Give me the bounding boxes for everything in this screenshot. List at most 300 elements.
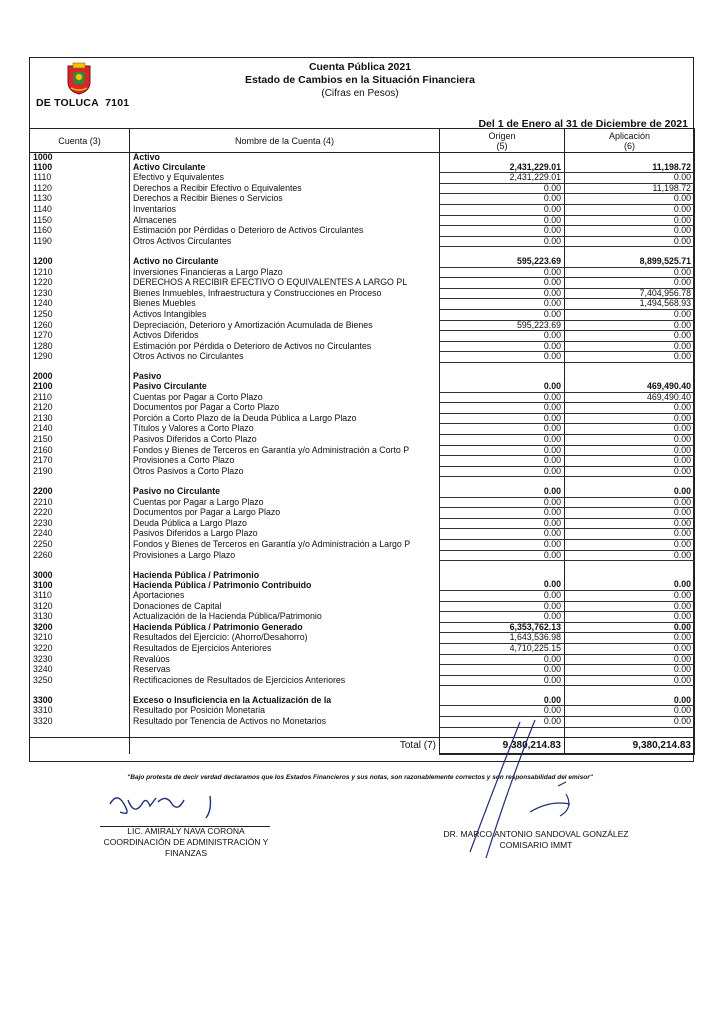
origin-value: 0.00 bbox=[440, 665, 565, 676]
account-name: Otros Activos Circulantes bbox=[130, 236, 440, 247]
report-title: Cuenta Pública 2021 bbox=[308, 61, 412, 73]
account-name: Estimación por Pérdidas o Deterioro de Activos Circulantes bbox=[130, 226, 440, 237]
account-code bbox=[30, 362, 130, 372]
table-row bbox=[30, 580, 695, 590]
account-code bbox=[30, 477, 130, 487]
table-row bbox=[30, 320, 695, 331]
table-row bbox=[30, 686, 695, 696]
origin-value: 0.00 bbox=[440, 550, 565, 561]
account-code: 2130 bbox=[30, 413, 130, 424]
application-value: 0.00 bbox=[565, 456, 695, 467]
application-value: 8,899,525.71 bbox=[565, 257, 695, 267]
account-name bbox=[130, 247, 440, 257]
account-code: 1150 bbox=[30, 215, 130, 226]
account-code: 1290 bbox=[30, 352, 130, 363]
account-code: 3120 bbox=[30, 601, 130, 612]
account-name: Bienes Inmuebles, Infraestructura y Construcciones en Proceso bbox=[130, 288, 440, 299]
table-row bbox=[30, 477, 695, 487]
account-code bbox=[30, 727, 130, 738]
account-name: Porción a Corto Plazo de la Deuda Pública a Largo Plazo bbox=[130, 413, 440, 424]
account-code: 2120 bbox=[30, 403, 130, 414]
application-value: 0.00 bbox=[565, 331, 695, 342]
application-value: 0.00 bbox=[565, 633, 695, 644]
origin-value: 0.00 bbox=[440, 580, 565, 590]
origin-value: 6,353,762.13 bbox=[440, 622, 565, 633]
table-row bbox=[30, 466, 695, 477]
origin-value bbox=[440, 727, 565, 738]
account-name: Resultados del Ejercicio: (Ahorro/Desahorro) bbox=[130, 633, 440, 644]
origin-value bbox=[440, 571, 565, 581]
table-row bbox=[30, 257, 695, 267]
account-code: 2260 bbox=[30, 550, 130, 561]
application-value: 0.00 bbox=[565, 706, 695, 717]
account-name: Actualización de la Hacienda Pública/Patrimonio bbox=[130, 612, 440, 623]
table-row bbox=[30, 727, 695, 738]
origin-value: 1,643,536.98 bbox=[440, 633, 565, 644]
account-code: 3100 bbox=[30, 580, 130, 590]
entity-name: DE TOLUCA bbox=[36, 97, 99, 109]
account-name: Efectivo y Equivalentes bbox=[130, 173, 440, 184]
origin-value: 0.00 bbox=[440, 539, 565, 550]
origin-value: 595,223.69 bbox=[440, 320, 565, 331]
account-code: 3310 bbox=[30, 706, 130, 717]
application-value: 0.00 bbox=[565, 215, 695, 226]
account-code: 3130 bbox=[30, 612, 130, 623]
application-value: 0.00 bbox=[565, 267, 695, 278]
table-row bbox=[30, 194, 695, 205]
account-code bbox=[30, 561, 130, 571]
account-name: Fondos y Bienes de Terceros en Garantía y/o Administración a Corto P bbox=[130, 445, 440, 456]
origin-value: 4,710,225.15 bbox=[440, 643, 565, 654]
account-code: 2230 bbox=[30, 518, 130, 529]
account-name: DERECHOS A RECIBIR EFECTIVO O EQUIVALENTES A LARGO PL bbox=[130, 278, 440, 289]
account-name: Estimación por Pérdida o Deterioro de Activos no Circulantes bbox=[130, 341, 440, 352]
account-code: 2210 bbox=[30, 497, 130, 508]
origin-value: 2,431,229.01 bbox=[440, 173, 565, 184]
account-name: Revalúos bbox=[130, 654, 440, 665]
origin-value: 0.00 bbox=[440, 392, 565, 403]
table-row bbox=[30, 665, 695, 676]
origin-value: 0.00 bbox=[440, 215, 565, 226]
account-name: Derechos a Recibir Bienes o Servicios bbox=[130, 194, 440, 205]
total-row bbox=[30, 738, 695, 755]
account-name: Activos Intangibles bbox=[130, 309, 440, 320]
origin-value bbox=[440, 372, 565, 382]
application-value: 0.00 bbox=[565, 204, 695, 215]
application-value: 0.00 bbox=[565, 341, 695, 352]
account-code: 2100 bbox=[30, 382, 130, 392]
table-row bbox=[30, 508, 695, 519]
account-code: 1200 bbox=[30, 257, 130, 267]
account-name: Activo Circulante bbox=[130, 163, 440, 173]
account-code: 1220 bbox=[30, 278, 130, 289]
account-code: 3200 bbox=[30, 622, 130, 633]
total-application: 9,380,214.83 bbox=[565, 738, 695, 755]
table-row bbox=[30, 173, 695, 184]
col-header-application bbox=[565, 129, 695, 153]
application-value: 0.00 bbox=[565, 539, 695, 550]
origin-value: 0.00 bbox=[440, 204, 565, 215]
account-name: Provisiones a Largo Plazo bbox=[130, 550, 440, 561]
account-code: 3250 bbox=[30, 675, 130, 686]
application-value: 0.00 bbox=[565, 236, 695, 247]
account-name: Documentos por Pagar a Largo Plazo bbox=[130, 508, 440, 519]
origin-value: 0.00 bbox=[440, 424, 565, 435]
account-name: Otros Activos no Circulantes bbox=[130, 352, 440, 363]
account-code: 1100 bbox=[30, 163, 130, 173]
account-name: Cuentas por Pagar a Corto Plazo bbox=[130, 392, 440, 403]
table-row bbox=[30, 341, 695, 352]
account-name: Pasivos Diferidos a Corto Plazo bbox=[130, 435, 440, 446]
account-code: 1240 bbox=[30, 299, 130, 310]
col-header-origin bbox=[440, 129, 565, 153]
table-row bbox=[30, 183, 695, 194]
application-value: 0.00 bbox=[565, 320, 695, 331]
account-name: Resultados de Ejercicios Anteriores bbox=[130, 643, 440, 654]
origin-value: 0.00 bbox=[440, 309, 565, 320]
account-name: Donaciones de Capital bbox=[130, 601, 440, 612]
account-name bbox=[130, 561, 440, 571]
col-header-application-num: (6) bbox=[624, 140, 635, 151]
account-code: 2250 bbox=[30, 539, 130, 550]
account-name bbox=[130, 362, 440, 372]
origin-value: 595,223.69 bbox=[440, 257, 565, 267]
col-header-origin-num: (5) bbox=[496, 140, 508, 151]
application-value: 0.00 bbox=[565, 226, 695, 237]
application-value: 0.00 bbox=[565, 309, 695, 320]
application-value: 0.00 bbox=[565, 487, 695, 497]
account-name: Activo no Circulante bbox=[130, 257, 440, 267]
account-code: 3240 bbox=[30, 665, 130, 676]
account-code: 1250 bbox=[30, 309, 130, 320]
account-name bbox=[130, 686, 440, 696]
account-name: Pasivos Diferidos a Largo Plazo bbox=[130, 529, 440, 540]
table-row bbox=[30, 153, 695, 163]
origin-value bbox=[440, 362, 565, 372]
signer-left-block bbox=[86, 826, 286, 859]
table-row bbox=[30, 403, 695, 414]
origin-value: 0.00 bbox=[440, 288, 565, 299]
origin-value: 0.00 bbox=[440, 601, 565, 612]
account-code: 1110 bbox=[30, 173, 130, 184]
table-row bbox=[30, 518, 695, 529]
table-row bbox=[30, 696, 695, 706]
account-name: Resultado por Tenencia de Activos no Monetarios bbox=[130, 717, 440, 728]
table-row bbox=[30, 236, 695, 247]
account-code: 2140 bbox=[30, 424, 130, 435]
signer-right-role: COMISARIO IMMT bbox=[499, 840, 573, 850]
table-row bbox=[30, 413, 695, 424]
application-value bbox=[565, 153, 695, 163]
account-code: 2220 bbox=[30, 508, 130, 519]
origin-value: 0.00 bbox=[440, 278, 565, 289]
table-row bbox=[30, 204, 695, 215]
col-header-name: Nombre de la Cuenta (4) bbox=[130, 129, 440, 153]
table-row bbox=[30, 226, 695, 237]
table-row bbox=[30, 601, 695, 612]
account-name: Aportaciones bbox=[130, 590, 440, 601]
account-name: Pasivo Circulante bbox=[130, 382, 440, 392]
table-row bbox=[30, 352, 695, 363]
application-value: 0.00 bbox=[565, 424, 695, 435]
origin-value: 0.00 bbox=[440, 696, 565, 706]
table-row bbox=[30, 633, 695, 644]
total-origin: 9,380,214.83 bbox=[440, 738, 565, 755]
origin-value: 0.00 bbox=[440, 706, 565, 717]
application-value: 0.00 bbox=[565, 413, 695, 424]
table-row bbox=[30, 675, 695, 686]
table-row bbox=[30, 163, 695, 173]
signer-left-role-2: FINANZAS bbox=[164, 848, 208, 858]
origin-value bbox=[440, 477, 565, 487]
municipal-shield-logo bbox=[62, 62, 96, 96]
account-name bbox=[130, 727, 440, 738]
col-header-application-label: Aplicación bbox=[608, 130, 651, 141]
table-row bbox=[30, 487, 695, 497]
account-name: Hacienda Pública / Patrimonio Contribuido bbox=[130, 580, 440, 590]
table-row bbox=[30, 706, 695, 717]
account-name: Bienes Muebles bbox=[130, 299, 440, 310]
application-value: 0.00 bbox=[565, 435, 695, 446]
origin-value: 0.00 bbox=[440, 717, 565, 728]
account-code: 1280 bbox=[30, 341, 130, 352]
table-row bbox=[30, 550, 695, 561]
table-row bbox=[30, 215, 695, 226]
application-value: 0.00 bbox=[565, 675, 695, 686]
origin-value: 0.00 bbox=[440, 487, 565, 497]
origin-value: 0.00 bbox=[440, 183, 565, 194]
origin-value: 0.00 bbox=[440, 508, 565, 519]
account-name: Exceso o Insuficiencia en la Actualización de la bbox=[130, 696, 440, 706]
origin-value: 0.00 bbox=[440, 236, 565, 247]
origin-value: 0.00 bbox=[440, 529, 565, 540]
origin-value: 0.00 bbox=[440, 413, 565, 424]
table-row bbox=[30, 643, 695, 654]
origin-value: 0.00 bbox=[440, 497, 565, 508]
origin-value: 0.00 bbox=[440, 466, 565, 477]
account-code: 3230 bbox=[30, 654, 130, 665]
application-value: 0.00 bbox=[565, 601, 695, 612]
origin-value: 0.00 bbox=[440, 612, 565, 623]
account-code: 1260 bbox=[30, 320, 130, 331]
application-value: 0.00 bbox=[565, 497, 695, 508]
application-value: 0.00 bbox=[565, 529, 695, 540]
application-value: 0.00 bbox=[565, 352, 695, 363]
report-period: Del 1 de Enero al 31 de Diciembre de 2021 bbox=[478, 118, 688, 130]
origin-value: 0.00 bbox=[440, 194, 565, 205]
origin-value: 0.00 bbox=[440, 299, 565, 310]
application-value: 1,494,568.93 bbox=[565, 299, 695, 310]
account-name: Activos Diferidos bbox=[130, 331, 440, 342]
origin-value: 0.00 bbox=[440, 518, 565, 529]
table-row bbox=[30, 435, 695, 446]
account-code: 1210 bbox=[30, 267, 130, 278]
signer-right-name: DR. MARCO ANTONIO SANDOVAL GONZÁLEZ bbox=[443, 829, 629, 839]
application-value: 0.00 bbox=[565, 622, 695, 633]
signature-left bbox=[100, 786, 260, 828]
origin-value: 0.00 bbox=[440, 435, 565, 446]
application-value bbox=[565, 571, 695, 581]
table-row bbox=[30, 372, 695, 382]
table-header-row bbox=[30, 129, 695, 153]
application-value bbox=[565, 561, 695, 571]
signer-left-role-1: COORDINACIÓN DE ADMINISTRACIÓN Y bbox=[103, 837, 269, 847]
table-row bbox=[30, 571, 695, 581]
application-value: 0.00 bbox=[565, 654, 695, 665]
account-code: 1000 bbox=[30, 153, 130, 163]
origin-value bbox=[440, 561, 565, 571]
application-value bbox=[565, 477, 695, 487]
account-code bbox=[30, 686, 130, 696]
application-value: 0.00 bbox=[565, 466, 695, 477]
account-code: 1270 bbox=[30, 331, 130, 342]
col-header-account: Cuenta (3) bbox=[30, 129, 130, 153]
account-name: Pasivo bbox=[130, 372, 440, 382]
table-row bbox=[30, 382, 695, 392]
account-name: Almacenes bbox=[130, 215, 440, 226]
account-name: Inventarios bbox=[130, 204, 440, 215]
origin-value: 0.00 bbox=[440, 352, 565, 363]
table-row bbox=[30, 561, 695, 571]
account-code: 2000 bbox=[30, 372, 130, 382]
table-row bbox=[30, 331, 695, 342]
account-code: 1120 bbox=[30, 183, 130, 194]
origin-value bbox=[440, 686, 565, 696]
table-row bbox=[30, 267, 695, 278]
table-row bbox=[30, 288, 695, 299]
account-code: 1190 bbox=[30, 236, 130, 247]
table-row bbox=[30, 309, 695, 320]
table-row bbox=[30, 590, 695, 601]
account-name: Resultado por Posición Monetaria bbox=[130, 706, 440, 717]
table-body bbox=[30, 153, 695, 738]
col-header-origin-label: Origen bbox=[488, 130, 516, 141]
application-value bbox=[565, 372, 695, 382]
account-name: Hacienda Pública / Patrimonio bbox=[130, 571, 440, 581]
origin-value: 0.00 bbox=[440, 331, 565, 342]
origin-value: 0.00 bbox=[440, 382, 565, 392]
account-code: 1140 bbox=[30, 204, 130, 215]
origin-value: 0.00 bbox=[440, 456, 565, 467]
account-name: Depreciación, Deterioro y Amortización Acumulada de Bienes bbox=[130, 320, 440, 331]
account-code: 2200 bbox=[30, 487, 130, 497]
account-code bbox=[30, 247, 130, 257]
account-code: 3220 bbox=[30, 643, 130, 654]
account-code: 2160 bbox=[30, 445, 130, 456]
application-value: 0.00 bbox=[565, 665, 695, 676]
account-name: Pasivo no Circulante bbox=[130, 487, 440, 497]
account-name: Documentos por Pagar a Corto Plazo bbox=[130, 403, 440, 414]
account-code: 2240 bbox=[30, 529, 130, 540]
application-value: 11,198.72 bbox=[565, 163, 695, 173]
account-name: Cuentas por Pagar a Largo Plazo bbox=[130, 497, 440, 508]
account-code: 2170 bbox=[30, 456, 130, 467]
application-value: 0.00 bbox=[565, 445, 695, 456]
account-name bbox=[130, 477, 440, 487]
report-units: (Cifras en Pesos) bbox=[321, 88, 399, 99]
application-value: 0.00 bbox=[565, 403, 695, 414]
application-value: 469,490.40 bbox=[565, 382, 695, 392]
origin-value: 0.00 bbox=[440, 445, 565, 456]
account-code: 2110 bbox=[30, 392, 130, 403]
disclaimer-text: "Bajo protesta de decir verdad declaramos que los Estados Financieros y sus notas, son razonablemente correctos y son responsabilidad del emisor" bbox=[127, 774, 593, 781]
application-value: 0.00 bbox=[565, 550, 695, 561]
application-value bbox=[565, 362, 695, 372]
origin-value bbox=[440, 247, 565, 257]
account-name: Reservas bbox=[130, 665, 440, 676]
application-value: 0.00 bbox=[565, 612, 695, 623]
origin-value: 0.00 bbox=[440, 675, 565, 686]
origin-value: 0.00 bbox=[440, 226, 565, 237]
table-row bbox=[30, 654, 695, 665]
table-row bbox=[30, 424, 695, 435]
account-code: 3320 bbox=[30, 717, 130, 728]
application-value: 0.00 bbox=[565, 278, 695, 289]
table-row bbox=[30, 362, 695, 372]
application-value: 0.00 bbox=[565, 194, 695, 205]
origin-value: 0.00 bbox=[440, 654, 565, 665]
table-row bbox=[30, 278, 695, 289]
origin-value: 2,431,229.01 bbox=[440, 163, 565, 173]
account-name: Activo bbox=[130, 153, 440, 163]
application-value: 0.00 bbox=[565, 643, 695, 654]
account-name: Provisiones a Corto Plazo bbox=[130, 456, 440, 467]
application-value: 0.00 bbox=[565, 518, 695, 529]
application-value: 7,404,956.78 bbox=[565, 288, 695, 299]
application-value bbox=[565, 247, 695, 257]
total-label: Total (7) bbox=[130, 738, 440, 755]
origin-value: 0.00 bbox=[440, 590, 565, 601]
application-value: 0.00 bbox=[565, 717, 695, 728]
account-code: 2150 bbox=[30, 435, 130, 446]
application-value: 0.00 bbox=[565, 590, 695, 601]
origin-value bbox=[440, 153, 565, 163]
account-code: 2190 bbox=[30, 466, 130, 477]
total-spacer bbox=[30, 738, 130, 755]
signer-right-block bbox=[426, 829, 646, 851]
report-subtitle: Estado de Cambios en la Situación Financiera bbox=[245, 74, 475, 86]
table-row bbox=[30, 247, 695, 257]
account-name: Fondos y Bienes de Terceros en Garantía y/o Administración a Largo P bbox=[130, 539, 440, 550]
account-name: Otros Pasivos a Corto Plazo bbox=[130, 466, 440, 477]
entity-label bbox=[36, 97, 129, 109]
origin-value: 0.00 bbox=[440, 403, 565, 414]
table-row bbox=[30, 529, 695, 540]
application-value bbox=[565, 686, 695, 696]
table-row bbox=[30, 539, 695, 550]
account-name: Inversiones Financieras a Largo Plazo bbox=[130, 267, 440, 278]
account-code: 1130 bbox=[30, 194, 130, 205]
table-row bbox=[30, 717, 695, 728]
account-name: Derechos a Recibir Efectivo o Equivalentes bbox=[130, 183, 440, 194]
account-name: Hacienda Pública / Patrimonio Generado bbox=[130, 622, 440, 633]
origin-value: 0.00 bbox=[440, 267, 565, 278]
entity-code: 7101 bbox=[105, 97, 130, 109]
signer-left-name: LIC. AMIRALY NAVA CORONA bbox=[127, 826, 245, 836]
table-row bbox=[30, 299, 695, 310]
table-row bbox=[30, 497, 695, 508]
table-row bbox=[30, 456, 695, 467]
table-row bbox=[30, 622, 695, 633]
table-row bbox=[30, 392, 695, 403]
account-code: 3210 bbox=[30, 633, 130, 644]
application-value: 0.00 bbox=[565, 508, 695, 519]
account-code: 3300 bbox=[30, 696, 130, 706]
application-value: 11,198.72 bbox=[565, 183, 695, 194]
account-name: Rectificaciones de Resultados de Ejercicios Anteriores bbox=[130, 675, 440, 686]
table-row bbox=[30, 445, 695, 456]
account-code: 1160 bbox=[30, 226, 130, 237]
